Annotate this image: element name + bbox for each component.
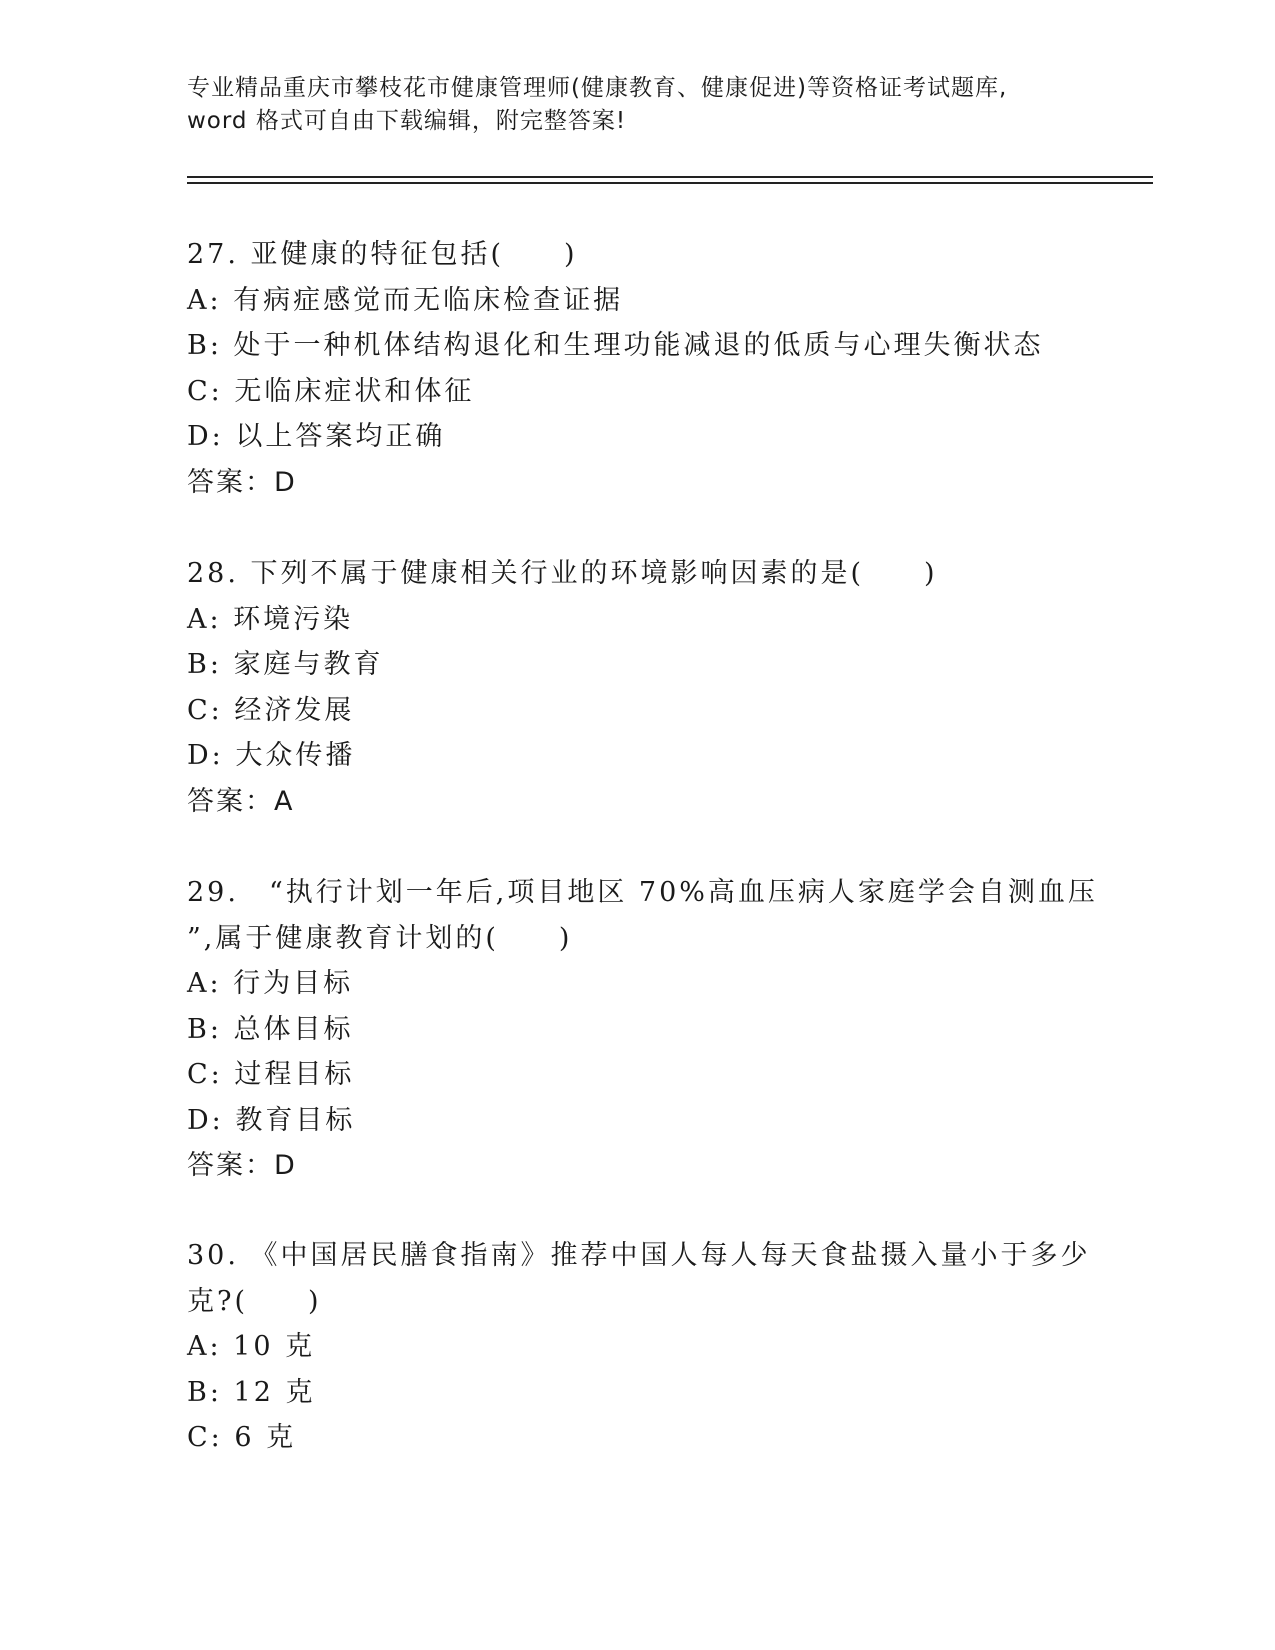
question-stem: 30. 《中国居民膳食指南》推荐中国人每人每天食盐摄入量小于多少 (187, 1240, 1091, 1271)
option-a: A: 10 克 (187, 1331, 316, 1362)
answer: 答案：D (187, 466, 297, 498)
option-c: C: 经济发展 (187, 694, 355, 726)
question-29 (187, 870, 1098, 1189)
option-d: D: 教育目标 (187, 1104, 356, 1136)
question-27 (187, 232, 1087, 505)
question-28 (187, 551, 1087, 824)
option-a: A: 有病症感觉而无临床检查证据 (187, 284, 624, 316)
option-d: D: 大众传播 (187, 740, 356, 771)
option-c: C: 无临床症状和体征 (187, 375, 475, 407)
option-b: B: 家庭与教育 (187, 649, 384, 680)
question-stem-continued: ”,属于健康教育计划的( ) (187, 922, 573, 954)
option-c: C: 过程目标 (187, 1059, 355, 1090)
option-b: B: 12 克 (187, 1376, 316, 1408)
question-stem: 28. 下列不属于健康相关行业的环境影响因素的是( ) (187, 558, 938, 589)
header-divider-bottom (187, 182, 1153, 184)
header-line-1: 专业精品重庆市攀枝花市健康管理师(健康教育、健康促进)等资格证考试题库, (187, 75, 1008, 101)
answer: 答案：A (187, 785, 295, 817)
question-stem: 29. “执行计划一年后,项目地区 70%高血压病人家庭学会自测血压 (187, 877, 1098, 908)
question-30 (187, 1233, 1091, 1461)
header-line-2: word 格式可自由下载编辑，附完整答案! (187, 108, 627, 134)
option-b: B: 处于一种机体结构退化和生理功能减退的低质与心理失衡状态 (187, 330, 1044, 361)
option-c: C: 6 克 (187, 1422, 297, 1453)
option-b: B: 总体目标 (187, 1013, 354, 1045)
option-a: A: 行为目标 (187, 968, 354, 999)
answer: 答案：D (187, 1150, 297, 1181)
question-stem-continued: 克?( ) (187, 1285, 322, 1317)
document-header (187, 72, 1067, 138)
option-a: A: 环境污染 (187, 603, 354, 635)
header-divider-top (187, 176, 1153, 178)
option-d: D: 以上答案均正确 (187, 421, 446, 452)
question-stem: 27. 亚健康的特征包括( ) (187, 239, 578, 270)
